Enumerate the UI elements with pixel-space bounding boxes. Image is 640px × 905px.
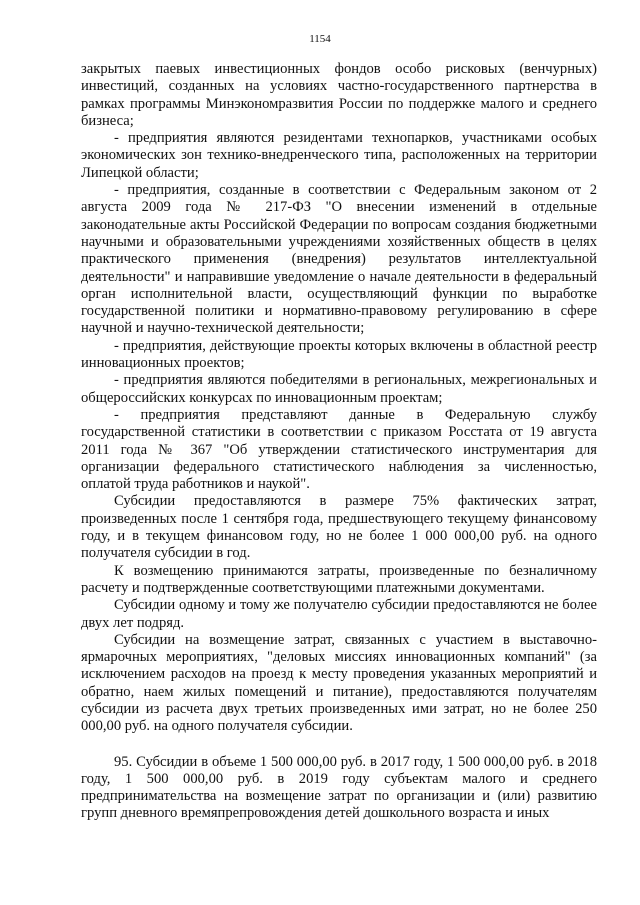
paragraph-section-95: 95. Субсидии в объеме 1 500 000,00 руб. в 2017 году, 1 500 000,00 руб. в 2018 году, 1 500 000,00 руб. в 2019 году субъектам малого и среднего предпринимательства на возмещение затрат по организации и (или) развитию групп дневного времяпрепровождения детей дошкольного возраста и иных <box>81 753 597 822</box>
page-number: 1154 <box>309 33 331 45</box>
paragraph-subsidy-amount: Субсидии предоставляются в размере 75% фактических затрат, произведенных после 1 сентября года, предшествующего текущему финансовому году, и в текущем финансовом году, но не более 1 000 000,00 руб. на одного получателя субсидии в год. <box>81 493 597 562</box>
paragraph-reimbursement-costs: К возмещению принимаются затраты, произведенные по безналичному расчету и подтвержденные соответствующими платежными документами. <box>81 562 597 596</box>
paragraph-exhibition-subsidies: Субсидии на возмещение затрат, связанных с участием в выставочно-ярмарочных мероприятиях, "деловых миссиях инновационных компаний" (за исключением расходов на проезд к месту проведения указанных мероприятий и обратно, наем жилых помещений и питание), предоставляются получателям субсидии из расчета двух третьих произведенных ими затрат, но не более 250 000,00 руб. на одного получателя субсидии. <box>81 631 597 735</box>
paragraph-innovation-registry: - предприятия, действующие проекты которых включены в областной реестр инновационных проектов; <box>81 337 597 372</box>
paragraph-subsidy-duration: Субсидии одному и тому же получателю субсидии предоставляются не более двух лет подряд. <box>81 597 597 631</box>
paragraph-continuation: закрытых паевых инвестиционных фондов особо рисковых (венчурных) инвестиций, созданных на условиях частно-государственного партнерства в рамках программы Минэкономразвития России по поддержке малого и среднего бизнеса; <box>81 61 597 129</box>
paragraph-federal-law-217: - предприятия, созданные в соответствии с Федеральным законом от 2 августа 2009 года № 217-ФЗ "О внесении изменений в отдельные законодательные акты Российской Федерации по вопросам создания бюджетными научными и образовательными учреждениями хозяйственных обществ в целях практического применения (внедрения) результатов интеллектуальной деятельности" и направившие уведомление о начале деятельности в федеральный орган исполнительной власти, осуществляющий функции по выработке государственной политики и нормативно-правовому регулированию в сфере научной и научно-технической деятельности; <box>81 182 597 337</box>
paragraph-contest-winners: - предприятия являются победителями в региональных, межрегиональных и общероссийских конкурсах по инновационным проектам; <box>81 372 597 406</box>
paragraph-rosstat-reporting: - предприятия представляют данные в Федеральную службу государственной статистики в соответствии с приказом Росстата от 19 августа 2011 года № 367 "Об утверждении статистического инструментария для организации федерального статистического наблюдения за численностью, оплатой труда работников и наукой". <box>81 406 597 493</box>
document-body <box>81 61 597 823</box>
paragraph-technopark-residents: - предприятия являются резидентами технопарков, участниками особых экономических зон технико-внедренческого типа, расположенных на территории Липецкой области; <box>81 130 597 181</box>
